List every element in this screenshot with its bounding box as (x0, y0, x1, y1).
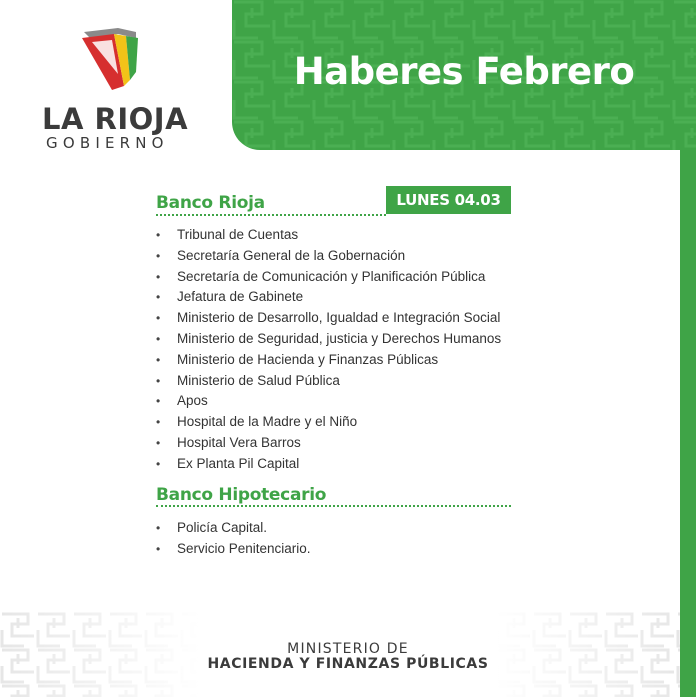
logo-subtitle: GOBIERNO (46, 134, 169, 152)
list-item: • Ex Planta Pil Capital (156, 455, 300, 471)
list-item: • Ministerio de Salud Pública (156, 372, 340, 388)
list-item: • Ministerio de Desarrollo, Igualdad e Integración Social (156, 310, 501, 326)
right-accent-strip (680, 150, 696, 697)
date-badge: LUNES 04.03 (386, 186, 511, 214)
logo-title: LA RIOJA (42, 102, 189, 136)
page-title: Haberes Febrero (293, 50, 635, 93)
section-title-banco-hipotecario: Banco Hipotecario (156, 485, 327, 505)
list-item: • Jefatura de Gabinete (156, 289, 304, 305)
section-divider (156, 505, 511, 507)
section-title-banco-rioja: Banco Rioja (156, 193, 265, 213)
la-rioja-emblem-icon (78, 24, 144, 92)
list-item: • Secretaría de Comunicación y Planificación Pública (156, 268, 486, 284)
section-divider (156, 214, 386, 216)
list-item: • Apos (156, 393, 208, 409)
list-item: • Policía Capital. (156, 520, 268, 535)
list-item: • Ministerio de Seguridad, justicia y Derechos Humanos (156, 330, 502, 346)
header-banner (232, 0, 696, 150)
list-item: • Servicio Penitenciario. (156, 540, 311, 556)
footer-ministry-line1: MINISTERIO DE (287, 641, 409, 657)
list-item: • Hospital Vera Barros (156, 434, 301, 450)
list-item: • Tribunal de Cuentas (156, 227, 299, 242)
list-item: • Ministerio de Hacienda y Finanzas Públicas (156, 351, 439, 367)
list-item: • Hospital de la Madre y el Niño (156, 414, 358, 430)
banco-rioja-list (156, 225, 501, 475)
list-item: • Secretaría General de la Gobernación (156, 247, 406, 263)
banco-hipotecario-list (156, 518, 311, 560)
footer-ministry-line2: HACIENDA Y FINANZAS PÚBLICAS (207, 656, 489, 672)
